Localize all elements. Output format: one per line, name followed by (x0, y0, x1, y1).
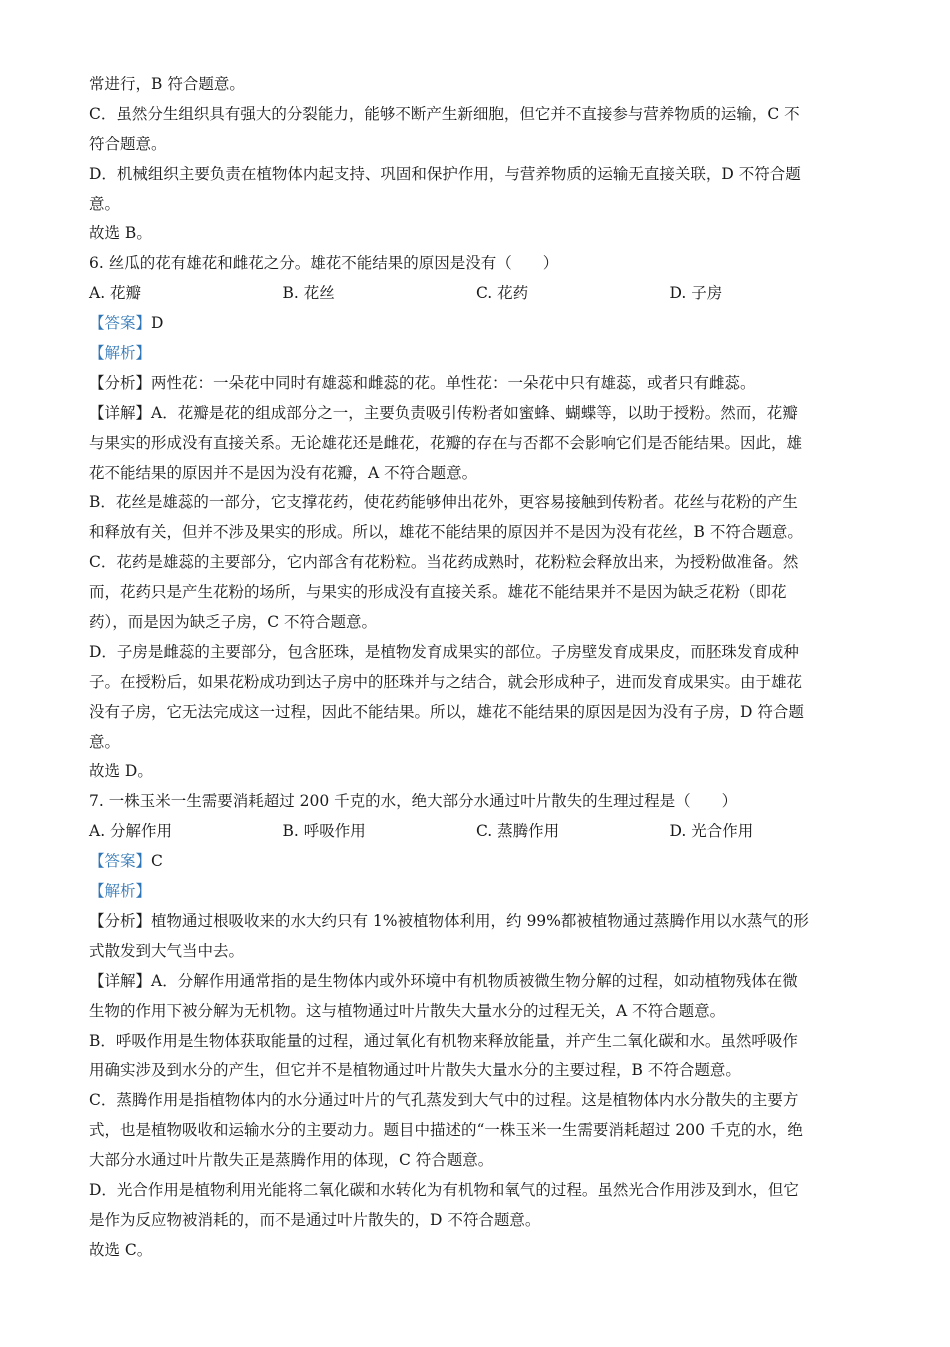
q7-detail-line: D．光合作用是植物利用光能将二氧化碳和水转化为有机物和氧气的过程。虽然光合作用涉及到水，但它 (89, 1180, 799, 1199)
q7-conclusion: 故选 C。 (89, 1240, 153, 1259)
q7-fenxi-line: 式散发到大气当中去。 (89, 941, 245, 960)
answer-value: D (151, 314, 164, 333)
q6-detail-line: 意。 (89, 732, 121, 751)
q7-option-b: B. 呼吸作用 (282, 822, 366, 841)
q6-detail-line: 【详解】A．花瓣是花的组成部分之一，主要负责吸引传粉者如蜜蜂、蝴蝶等，以助于授粉。然而，花瓣 (89, 403, 798, 422)
q7-detail-line: 大部分水通过叶片散失正是蒸腾作用的体现，C 符合题意。 (89, 1151, 494, 1170)
q5-option-b-end: 常进行，B 符合题意。 (89, 75, 245, 93)
q7-fenxi-line: 【分析】植物通过根吸收来的水大约只有 1%被植物体利用，约 99%都被植物通过蒸腾作用以水蒸气的形 (89, 911, 809, 930)
q7-answer (89, 847, 863, 877)
q6-detail-line: D．子房是雌蕊的主要部分，包含胚珠，是植物发育成果实的部位。子房壁发育成果皮，而胚珠发育成种 (89, 642, 799, 661)
q7-detail-line: 【详解】A．分解作用通常指的是生物体内或外环境中有机物质被微生物分解的过程，如动植物残体在微 (89, 971, 798, 990)
q6-detail-line: 和释放有关，但并不涉及果实的形成。所以，雄花不能结果的原因并不是因为没有花丝，B 不符合题意。 (89, 523, 803, 542)
q6-detail-line: B．花丝是雄蕊的一部分，它支撑花药，使花药能够伸出花外，更容易接触到传粉者。花丝与花粉的产生 (89, 493, 798, 512)
q7-option-a: A. 分解作用 (89, 822, 173, 841)
answer-value: C (151, 852, 163, 871)
q7-detail-line: C．蒸腾作用是指植物体内的水分通过叶片的气孔蒸发到大气中的过程。这是植物体内水分散失的主要方 (89, 1091, 799, 1110)
q5-option-c-line: C．虽然分生组织具有强大的分裂能力，能够不断产生新细胞，但它并不直接参与营养物质的运输，C 不 (89, 104, 800, 123)
q7-analysis-tag: 【解析】 (89, 882, 152, 901)
q6-detail-line: 而，花药只是产生花粉的场所，与果实的形成没有直接关系。雄花不能结果并不是因为缺乏花粉（即花 (89, 583, 787, 602)
q6-stem: 6. 丝瓜的花有雄花和雌花之分。雄花不能结果的原因是没有（ ） (89, 254, 559, 273)
q7-detail-line: 是作为反应物被消耗的，而不是通过叶片散失的，D 不符合题意。 (89, 1210, 541, 1229)
q5-option-d-line: 意。 (89, 194, 121, 213)
q6-detail-line: C．花药是雄蕊的主要部分，它内部含有花粉粒。当花药成熟时，花粉粒会释放出来，为授粉做准备。然 (89, 553, 799, 572)
q5-option-d-line: D．机械组织主要负责在植物体内起支持、巩固和保护作用，与营养物质的运输无直接关联，D 不符合题 (89, 164, 801, 183)
document-page (89, 70, 863, 1266)
q6-detail-line: 与果实的形成没有直接关系。无论雄花还是雌花，花瓣的存在与否都不会影响它们是否能结果。因此，雄 (89, 433, 803, 452)
q6-option-a: A. 花瓣 (89, 284, 142, 303)
q7-options (89, 817, 863, 847)
q6-analysis-tag: 【解析】 (89, 344, 152, 363)
q6-options (89, 279, 863, 309)
q7-detail-line: 用确实涉及到水分的产生，但它并不是植物通过叶片散失大量水分的主要过程，B 不符合题意。 (89, 1061, 741, 1080)
q6-detail-line: 药），而是因为缺乏子房，C 不符合题意。 (89, 613, 378, 632)
q7-stem: 7. 一株玉米一生需要消耗超过 200 千克的水，绝大部分水通过叶片散失的生理过程是（ ） (89, 792, 738, 811)
q7-detail-line: 生物的作用下被分解为无机物。这与植物通过叶片散失大量水分的过程无关，A 不符合题意。 (89, 1001, 726, 1020)
q5-conclusion: 故选 B。 (89, 224, 152, 243)
q6-detail-line: 花不能结果的原因并不是因为没有花瓣，A 不符合题意。 (89, 463, 478, 482)
q7-option-d: D. 光合作用 (669, 822, 754, 841)
answer-tag: 【答案】 (89, 852, 152, 871)
q6-detail-line: 子。在授粉后，如果花粉成功到达子房中的胚珠并与之结合，就会形成种子，进而发育成果实。由于雄花 (89, 672, 803, 691)
q7-option-c: C. 蒸腾作用 (476, 822, 560, 841)
q7-detail-line: 式，也是植物吸收和运输水分的主要动力。题目中描述的“一株玉米一生需要消耗超过 200 千克的水，绝 (89, 1121, 803, 1140)
q6-conclusion: 故选 D。 (89, 762, 153, 781)
q6-option-c: C. 花药 (476, 284, 529, 303)
q6-answer (89, 309, 863, 339)
q6-option-d: D. 子房 (669, 284, 723, 303)
q7-detail-line: B．呼吸作用是生物体获取能量的过程，通过氧化有机物来释放能量，并产生二氧化碳和水。虽然呼吸作 (89, 1031, 798, 1050)
q6-option-b: B. 花丝 (282, 284, 335, 303)
q6-detail-line: 没有子房，它无法完成这一过程，因此不能结果。所以，雄花不能结果的原因是因为没有子房，D 符合题 (89, 702, 804, 721)
q5-option-c-line: 符合题意。 (89, 134, 167, 153)
q6-fenxi: 【分析】两性花：一朵花中同时有雄蕊和雌蕊的花。单性花：一朵花中只有雄蕊，或者只有雌蕊。 (89, 373, 756, 392)
answer-tag: 【答案】 (89, 314, 152, 333)
